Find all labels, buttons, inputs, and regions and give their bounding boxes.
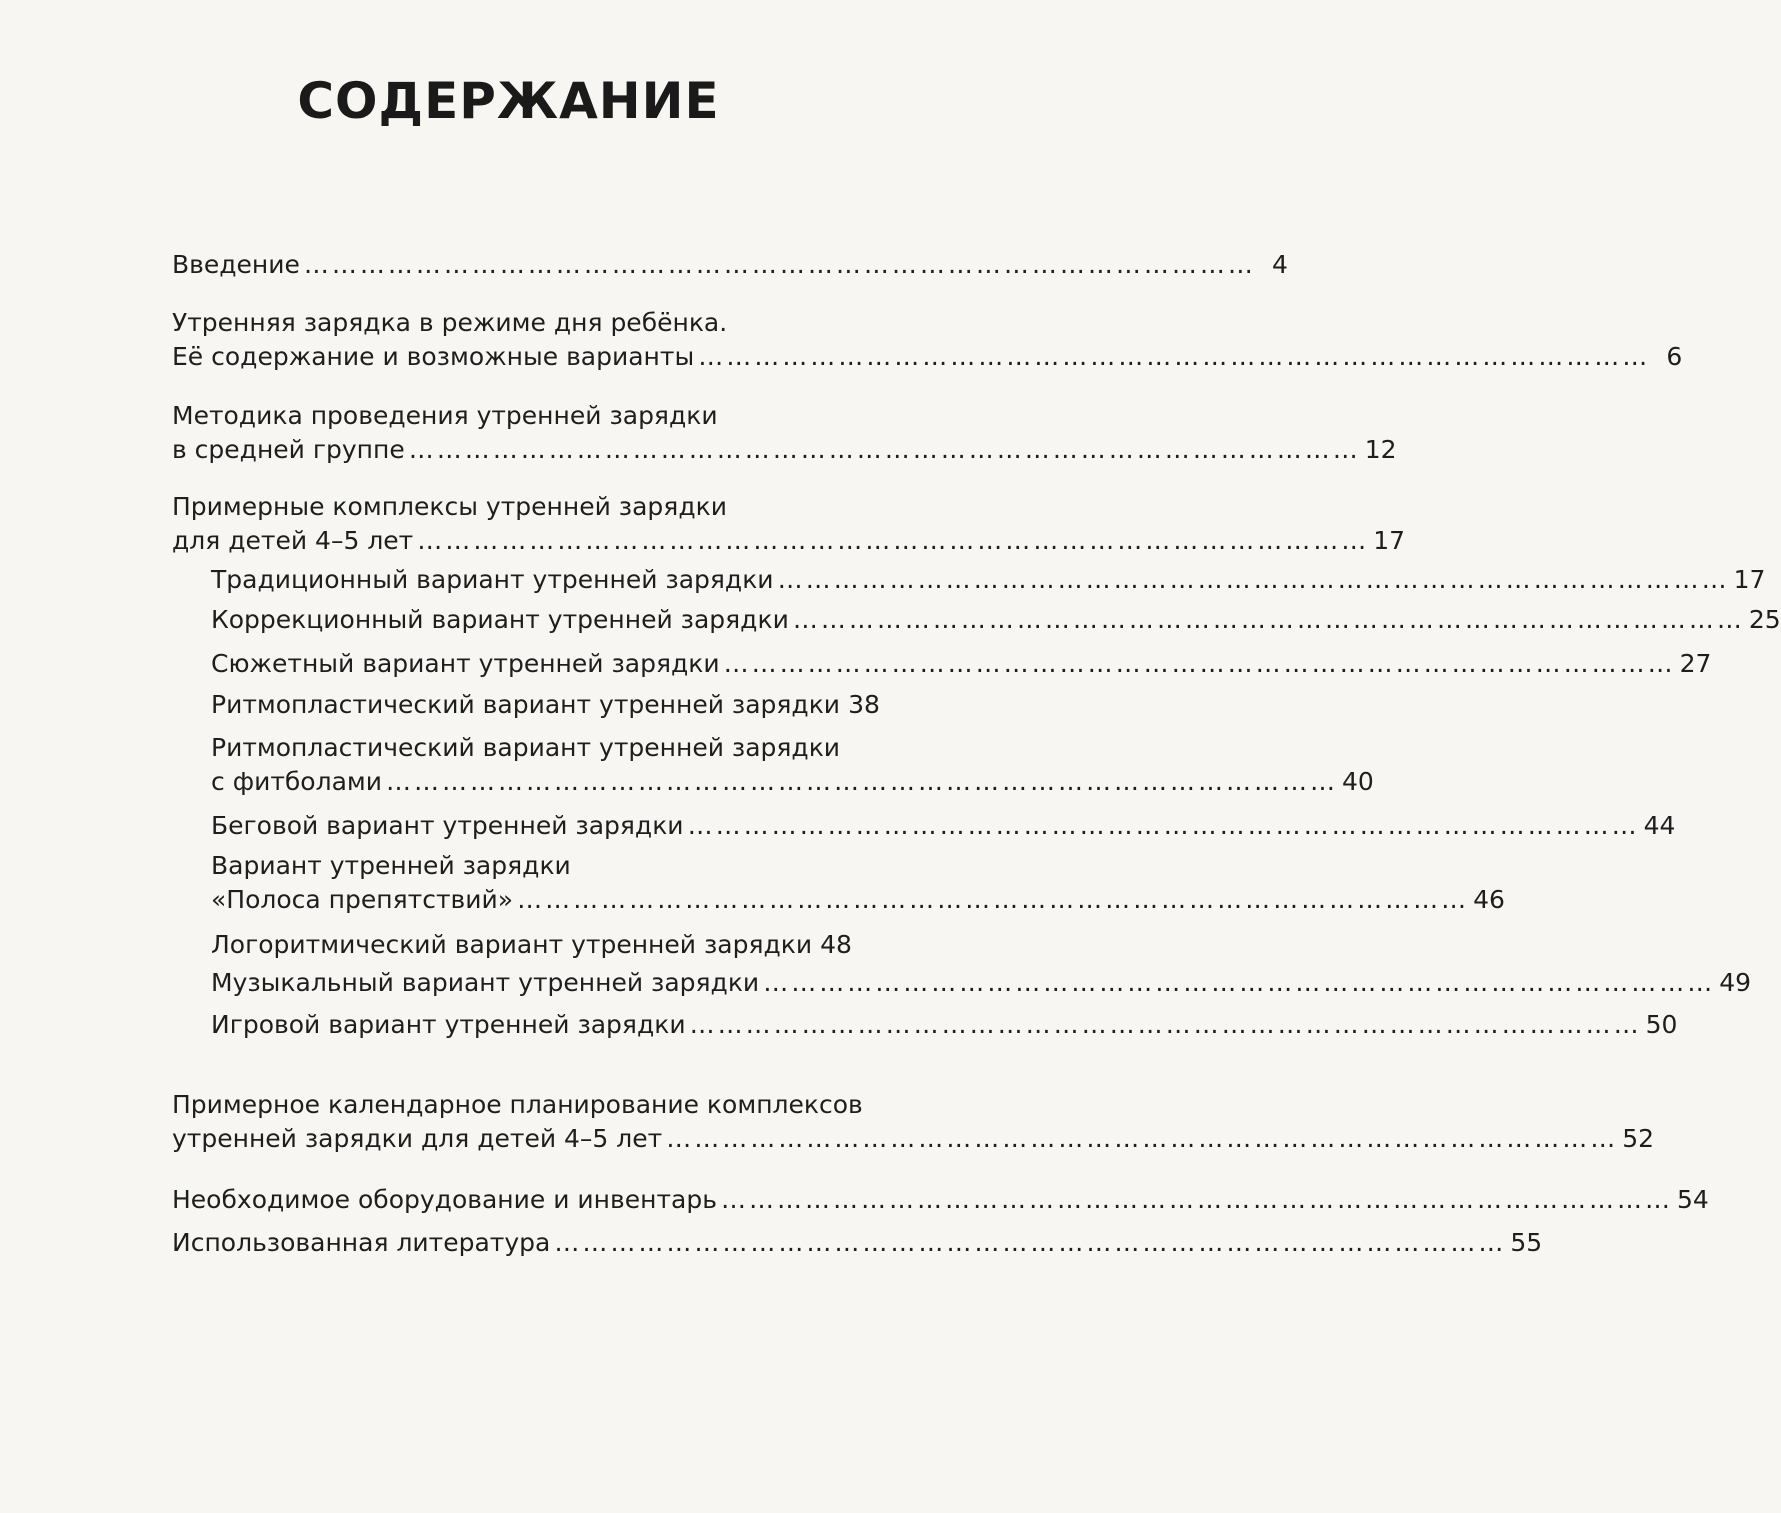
toc-entry [211, 688, 880, 722]
toc-entry [172, 399, 1397, 467]
toc-entry-title: утренней зарядки для детей 4–5 лет [172, 1124, 663, 1153]
toc-entry-title: Примерные комплексы утренней зарядки [172, 492, 727, 521]
dot-leader: ………………………………………………………………………………………… [303, 250, 1256, 279]
dot-leader: ………………………………………………………………………………………… [792, 605, 1745, 634]
toc-entry-title: «Полоса препятствий» [211, 885, 514, 914]
dot-leader: ………………………………………………………………………………………… [777, 565, 1730, 594]
toc-page-number: 48 [820, 930, 852, 959]
toc-page-number: 27 [1679, 649, 1712, 678]
toc-entry-title: Беговой вариант утренней зарядки [211, 811, 684, 840]
toc-entry-title: с фитболами [211, 767, 382, 796]
dot-leader: ………………………………………………………………………………………… [687, 811, 1640, 840]
dot-leader: ………………………………………………………………………………………… [417, 526, 1370, 555]
toc-entry-line [211, 809, 1676, 843]
toc-entry-title: Логоритмический вариант утренней зарядки [211, 930, 813, 959]
toc-entry [211, 603, 1781, 637]
dot-leader: ………………………………………………………………………………………… [720, 1185, 1673, 1214]
dot-leader: ………………………………………………………………………………………… [689, 1010, 1642, 1039]
toc-entry [211, 563, 1766, 597]
toc-entry [172, 1088, 1655, 1156]
toc-page-number: 6 [1666, 342, 1683, 371]
toc-entry-line [172, 1088, 863, 1122]
toc-entry-title: Использованная литература [172, 1228, 551, 1257]
toc-page-number: 17 [1733, 565, 1766, 594]
toc-entry-title: для детей 4–5 лет [172, 526, 414, 555]
toc-page-number: 4 [1272, 250, 1288, 279]
toc-entry [211, 731, 1374, 799]
toc-entry-title: Традиционный вариант утренней зарядки [211, 565, 774, 594]
toc-entry-title: в средней группе [172, 435, 405, 464]
dot-leader: ………………………………………………………………………………………… [666, 1124, 1619, 1153]
toc-page-number: 12 [1364, 435, 1397, 464]
toc-entry-line [211, 849, 844, 883]
toc-entry-title: Методика проведения утренней зарядки [172, 401, 718, 430]
toc-entry-line [172, 340, 1683, 374]
toc-entry [211, 647, 1712, 681]
toc-page-number: 25 [1748, 605, 1781, 634]
toc-entry-title: Её содержание и возможные варианты [172, 342, 695, 371]
toc-entry-title: Игровой вариант утренней зарядки [211, 1010, 686, 1039]
toc-entry-line [211, 966, 1751, 1000]
page-title: СОДЕРЖАНИЕ [297, 72, 720, 130]
dot-leader: ………………………………………………………………………………………… [517, 885, 1470, 914]
toc-entry [172, 1226, 1543, 1260]
toc-page-number: 17 [1373, 526, 1406, 555]
toc-entry-line [211, 647, 1712, 681]
toc-entry [172, 490, 1406, 558]
toc-entry-line [211, 883, 1505, 917]
toc-entry-line [172, 524, 1406, 558]
dot-leader: ………………………………………………………………………………………… [698, 342, 1651, 371]
dot-leader: ………………………………………………………………………………………… [763, 968, 1716, 997]
toc-page-number: 52 [1622, 1124, 1655, 1153]
toc-entry-line [211, 688, 880, 722]
toc-entry-title: Введение [172, 250, 300, 279]
toc-entry-title: Музыкальный вариант утренней зарядки [211, 968, 760, 997]
toc-entry-line [172, 490, 844, 524]
toc-entry-title: Вариант утренней зарядки [211, 851, 571, 880]
toc-page-number: 44 [1643, 811, 1676, 840]
toc-entry [211, 849, 1505, 917]
toc-entry-title: Сюжетный вариант утренней зарядки [211, 649, 720, 678]
toc-entry-line [211, 765, 1374, 799]
toc-entry-title: Ритмопластический вариант утренней зарядки [211, 733, 841, 762]
toc-entry [172, 248, 1288, 282]
toc-entry-line [172, 1226, 1543, 1260]
toc-entry-line [172, 248, 1288, 282]
toc-entry-line [172, 306, 844, 340]
toc-page-number: 54 [1676, 1185, 1709, 1214]
toc-entry-line [172, 1183, 1709, 1217]
dot-leader: ………………………………………………………………………………………… [408, 435, 1361, 464]
toc-entry-line [172, 1122, 1655, 1156]
dot-leader: ………………………………………………………………………………………… [723, 649, 1676, 678]
toc-entry-line [172, 399, 844, 433]
dot-leader: ………………………………………………………………………………………… [554, 1228, 1507, 1257]
toc-entry-title: Утренняя зарядка в режиме дня ребёнка. [172, 308, 728, 337]
toc-entry [172, 306, 1683, 374]
toc-entry-title: Коррекционный вариант утренней зарядки [211, 605, 789, 634]
toc-page-number: 50 [1645, 1010, 1678, 1039]
toc-page-number: 46 [1473, 885, 1505, 914]
toc-entry [172, 1183, 1709, 1217]
toc-entry [211, 966, 1751, 1000]
toc-page-number: 38 [848, 690, 880, 719]
toc-entry-line [211, 731, 844, 765]
dot-leader: ………………………………………………………………………………………… [386, 767, 1338, 796]
toc-entry-title: Необходимое оборудование и инвентарь [172, 1185, 717, 1214]
toc-entry-line [211, 928, 852, 962]
toc-entry [211, 1008, 1678, 1042]
toc-page-number: 49 [1719, 968, 1751, 997]
toc-entry-title: Примерное календарное планирование комплексов [172, 1090, 863, 1119]
toc-entry-line [172, 433, 1397, 467]
toc-entry [211, 928, 852, 962]
toc-page-number: 40 [1342, 767, 1374, 796]
toc-entry-line [211, 1008, 1678, 1042]
toc-entry-line [211, 563, 1766, 597]
toc-entry-title: Ритмопластический вариант утренней зарядки [211, 690, 841, 719]
toc-page-number: 55 [1510, 1228, 1543, 1257]
toc-entry-line [211, 603, 1781, 637]
toc-entry [211, 809, 1676, 843]
